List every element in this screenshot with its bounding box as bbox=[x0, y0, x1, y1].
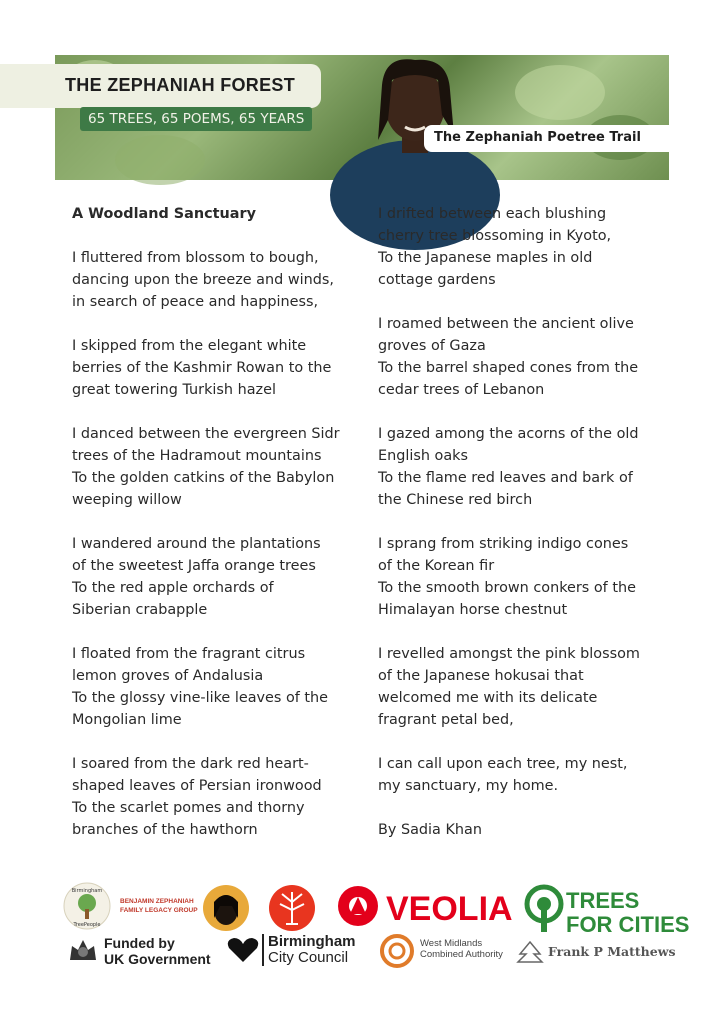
birmingham-text: Birmingham bbox=[268, 933, 356, 950]
trees-wordmark-line2: FOR CITIES bbox=[566, 912, 690, 937]
frank-p-matthews-logo: Frank P Matthews bbox=[548, 944, 676, 959]
poem-stanza bbox=[378, 643, 668, 731]
poem-line: To the smooth brown conkers of the bbox=[378, 580, 636, 596]
trees-for-cities-logo bbox=[524, 884, 690, 937]
poem-line: cottage gardens bbox=[378, 272, 496, 288]
poem-stanza bbox=[72, 643, 362, 731]
page-title: THE ZEPHANIAH FOREST bbox=[65, 75, 296, 95]
poem-line: English oaks bbox=[378, 448, 468, 464]
poem-line: berries of the Kashmir Rowan to the bbox=[72, 360, 332, 376]
funded-by-text: Funded by bbox=[104, 935, 175, 951]
legacy-group-line1: BENJAMIN ZEPHANIAH bbox=[120, 898, 194, 905]
poem-line: shaped leaves of Persian ironwood bbox=[72, 778, 322, 794]
poem-stanza bbox=[72, 335, 362, 401]
trail-label: The Zephaniah Poetree Trail bbox=[434, 130, 641, 145]
poem-line: lemon groves of Andalusia bbox=[72, 668, 264, 684]
poem-stanza bbox=[72, 423, 362, 511]
legacy-group-logo bbox=[120, 897, 198, 915]
poem-line: branches of the hawthorn bbox=[72, 822, 258, 838]
royal-crest-icon bbox=[66, 936, 100, 964]
poem-line: Mongolian lime bbox=[72, 712, 182, 728]
poem-line: Siberian crabapple bbox=[72, 602, 208, 618]
poem-stanza bbox=[72, 753, 362, 841]
poem-line: trees of the Hadramout mountains bbox=[72, 448, 322, 464]
poem-line: To the glossy vine-like leaves of the bbox=[72, 690, 329, 706]
poem-stanza bbox=[378, 203, 668, 291]
poem-line: To the barrel shaped cones from the bbox=[378, 360, 639, 376]
poem-title: A Woodland Sanctuary bbox=[72, 206, 256, 222]
poem-stanza bbox=[72, 247, 362, 313]
birmingham-city-council-logo bbox=[262, 934, 356, 966]
poem-line: To the flame red leaves and bark of bbox=[378, 470, 633, 486]
poem-line: fragrant petal bed, bbox=[378, 712, 514, 728]
tree-people-bottom-text: TreePeople bbox=[73, 922, 101, 928]
poem-line: To the scarlet pomes and thorny bbox=[72, 800, 305, 816]
poem-stanza bbox=[378, 533, 668, 621]
zephaniah-portrait-logo bbox=[202, 884, 250, 932]
foliage-decoration bbox=[515, 65, 605, 120]
poem-stanza bbox=[72, 533, 362, 621]
tree-people-top-text: Birmingham bbox=[71, 888, 103, 894]
poem-line: of the Japanese hokusai that bbox=[378, 668, 584, 684]
poem-line: of the sweetest Jaffa orange trees bbox=[72, 558, 316, 574]
wmca-logo bbox=[420, 938, 503, 960]
poem-line: I drifted between each blushing bbox=[378, 206, 607, 222]
poem-column-left bbox=[72, 203, 362, 863]
tree-icon bbox=[516, 940, 544, 964]
poem-line: I gazed among the acorns of the old bbox=[378, 426, 639, 442]
poem-stanza bbox=[378, 313, 668, 401]
poem-line: I can call upon each tree, my nest, bbox=[378, 756, 628, 772]
wmca-line1: West Midlands bbox=[420, 938, 483, 949]
veolia-wordmark: VEOLIA bbox=[386, 890, 513, 928]
poem-line: dancing upon the breeze and winds, bbox=[72, 272, 334, 288]
poem-line: great towering Turkish hazel bbox=[72, 382, 276, 398]
poem-line: To the golden catkins of the Babylon bbox=[72, 470, 335, 486]
poem-line: I skipped from the elegant white bbox=[72, 338, 307, 354]
poem-stanza bbox=[378, 423, 668, 511]
poem-stanza bbox=[378, 753, 668, 797]
page-subtitle: 65 TREES, 65 POEMS, 65 YEARS bbox=[80, 107, 312, 131]
poem-line: I revelled amongst the pink blossom bbox=[378, 646, 640, 662]
wmca-emblem-icon bbox=[380, 934, 414, 968]
uk-government-text: UK Government bbox=[104, 951, 211, 967]
foliage-decoration bbox=[115, 135, 205, 185]
tree-people-logo bbox=[62, 882, 112, 930]
poem-line: welcomed me with its delicate bbox=[378, 690, 598, 706]
red-tree-emblem-logo bbox=[268, 884, 316, 932]
trees-wordmark-line1: TREES bbox=[566, 888, 640, 913]
heart-icon bbox=[226, 936, 260, 964]
uk-government-logo bbox=[104, 935, 211, 967]
poem-author: By Sadia Khan bbox=[378, 822, 482, 838]
poem-line: cherry tree blossoming in Kyoto, bbox=[378, 228, 612, 244]
poem-line: weeping willow bbox=[72, 492, 182, 508]
poem-line: I soared from the dark red heart- bbox=[72, 756, 309, 772]
poem-line: Himalayan horse chestnut bbox=[378, 602, 568, 618]
poem-line: I wandered around the plantations bbox=[72, 536, 321, 552]
poet-photo bbox=[330, 55, 500, 180]
wmca-line2: Combined Authority bbox=[420, 949, 503, 960]
poem-line: groves of Gaza bbox=[378, 338, 486, 354]
veolia-logo bbox=[336, 884, 518, 928]
poem-line: the Chinese red birch bbox=[378, 492, 533, 508]
poem-line: cedar trees of Lebanon bbox=[378, 382, 545, 398]
poem-line: in search of peace and happiness, bbox=[72, 294, 319, 310]
poem-line: I floated from the fragrant citrus bbox=[72, 646, 306, 662]
poem-line: To the red apple orchards of bbox=[72, 580, 274, 596]
city-council-text: City Council bbox=[268, 949, 349, 966]
poem-line: To the Japanese maples in old bbox=[378, 250, 593, 266]
poem-line: I danced between the evergreen Sidr bbox=[72, 426, 340, 442]
poem-line: I fluttered from blossom to bough, bbox=[72, 250, 319, 266]
poem-line: I sprang from striking indigo cones bbox=[378, 536, 629, 552]
poem-column-right bbox=[378, 203, 668, 841]
legacy-group-line2: FAMILY LEGACY GROUP bbox=[120, 907, 198, 914]
poem-line: my sanctuary, my home. bbox=[378, 778, 559, 794]
poem-line: of the Korean fir bbox=[378, 558, 495, 574]
poem-line: I roamed between the ancient olive bbox=[378, 316, 634, 332]
